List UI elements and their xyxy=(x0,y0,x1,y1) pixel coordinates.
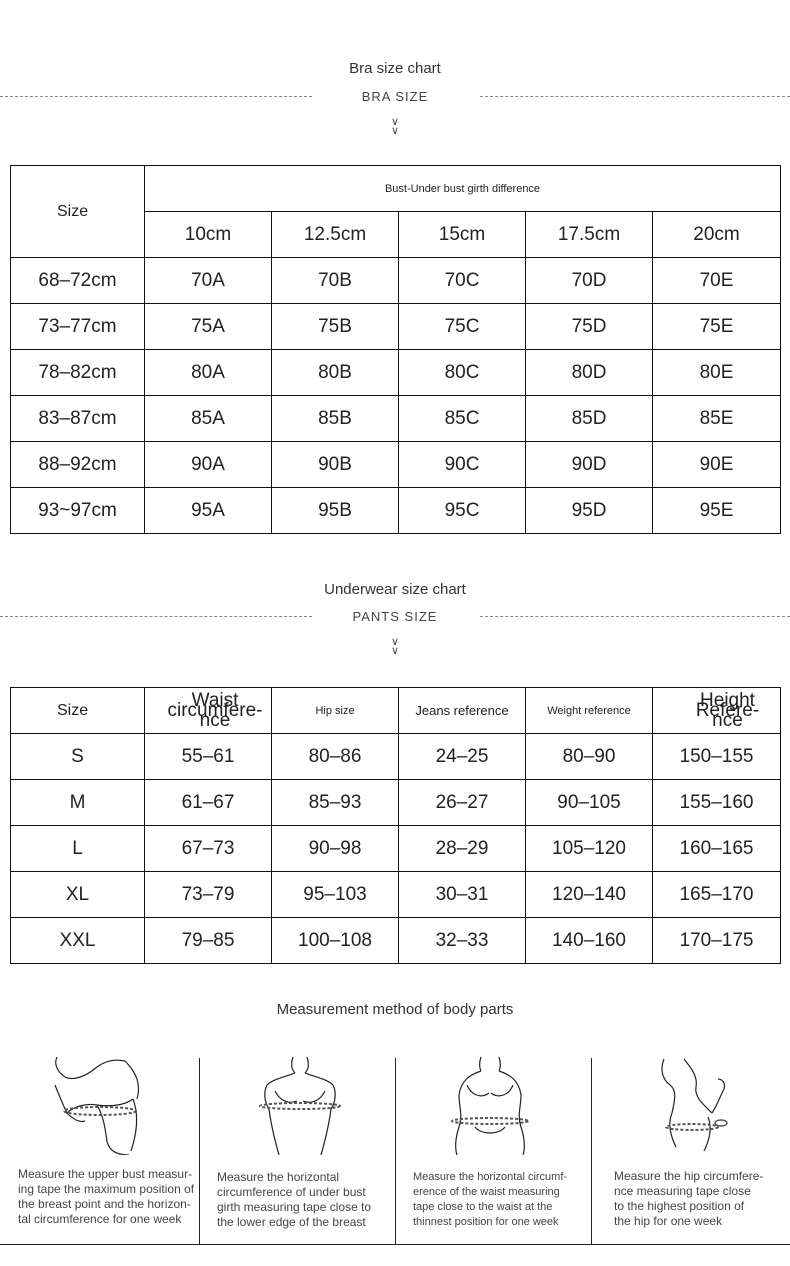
table-cell: 165–170 xyxy=(653,872,781,918)
table-cell: 150–155 xyxy=(653,734,781,780)
table-cell: 30–31 xyxy=(399,872,526,918)
table-cell: 140–160 xyxy=(526,918,653,964)
bra-col-header: 20cm xyxy=(653,212,781,258)
table-row xyxy=(11,826,781,872)
table-cell: 85E xyxy=(653,396,781,442)
table-cell: 95–103 xyxy=(272,872,399,918)
table-row xyxy=(11,734,781,780)
table-cell: 24–25 xyxy=(399,734,526,780)
table-cell: 80E xyxy=(653,350,781,396)
under-bust-caption: Measure the horizontal circumference of under bust girth measuring tape close to the lower edge of the breast xyxy=(217,1170,372,1229)
table-cell: 80–90 xyxy=(526,734,653,780)
table-cell: 80C xyxy=(399,350,526,396)
table-cell: 90E xyxy=(653,442,781,488)
bra-col-header: 15cm xyxy=(399,212,526,258)
table-cell: 26–27 xyxy=(399,780,526,826)
bra-group-header: Bust-Under bust girth difference xyxy=(145,166,781,212)
waist-caption: Measure the horizontal circumf- erence of the waist measuring tape close to the waist at the thinnest position for one week xyxy=(413,1171,568,1228)
table-cell: 70C xyxy=(399,258,526,304)
table-cell: 80–86 xyxy=(272,734,399,780)
table-cell: 120–140 xyxy=(526,872,653,918)
table-cell: 90A xyxy=(145,442,272,488)
table-cell: 79–85 xyxy=(145,918,272,964)
table-cell: 75D xyxy=(526,304,653,350)
bra-section-title: Bra size chart xyxy=(349,60,441,77)
table-cell: 95B xyxy=(272,488,399,534)
row-label: 88–92cm xyxy=(11,442,145,488)
under-bust-figure xyxy=(255,1055,345,1155)
bra-size-header: Size xyxy=(11,166,145,258)
table-cell: 75C xyxy=(399,304,526,350)
column-divider xyxy=(395,1058,396,1244)
table-cell: 95C xyxy=(399,488,526,534)
table-cell: 105–120 xyxy=(526,826,653,872)
table-cell: 80B xyxy=(272,350,399,396)
row-label: 83–87cm xyxy=(11,396,145,442)
table-cell: 160–165 xyxy=(653,826,781,872)
chevron-down-icon: ∨ ∨ xyxy=(390,116,400,137)
pants-col-header: Height Refere- nce xyxy=(653,688,781,734)
table-cell: 90D xyxy=(526,442,653,488)
table-cell: 95A xyxy=(145,488,272,534)
table-row xyxy=(11,350,781,396)
row-label: 93~97cm xyxy=(11,488,145,534)
table-cell: 155–160 xyxy=(653,780,781,826)
table-row xyxy=(11,780,781,826)
table-cell: 67–73 xyxy=(145,826,272,872)
table-cell: 85D xyxy=(526,396,653,442)
measure-section-title: Measurement method of body parts xyxy=(276,1001,514,1018)
bra-section-subtitle: BRA SIZE xyxy=(361,89,429,104)
table-row xyxy=(11,488,781,534)
table-cell: 28–29 xyxy=(399,826,526,872)
table-cell: 85–93 xyxy=(272,780,399,826)
row-label: 73–77cm xyxy=(11,304,145,350)
table-cell: 73–79 xyxy=(145,872,272,918)
table-cell: 90–105 xyxy=(526,780,653,826)
table-cell: 75A xyxy=(145,304,272,350)
table-cell: 32–33 xyxy=(399,918,526,964)
waist-figure xyxy=(445,1055,535,1155)
pants-col-header: Hip size xyxy=(272,688,399,734)
chevron-down-icon: ∨ ∨ xyxy=(390,636,400,657)
table-cell: 95D xyxy=(526,488,653,534)
table-row xyxy=(11,304,781,350)
pants-section-title: Underwear size chart xyxy=(324,581,466,598)
bra-col-header: 17.5cm xyxy=(526,212,653,258)
pants-col-header: Weight reference xyxy=(526,688,653,734)
bra-size-table xyxy=(10,165,781,534)
table-cell: 80A xyxy=(145,350,272,396)
table-cell: 100–108 xyxy=(272,918,399,964)
table-cell: 70E xyxy=(653,258,781,304)
table-cell: 75E xyxy=(653,304,781,350)
row-label: L xyxy=(11,826,145,872)
table-row xyxy=(11,258,781,304)
table-row xyxy=(11,442,781,488)
row-label: M xyxy=(11,780,145,826)
row-label: 68–72cm xyxy=(11,258,145,304)
table-cell: 70B xyxy=(272,258,399,304)
table-cell: 80D xyxy=(526,350,653,396)
pants-size-header: Size xyxy=(11,688,145,734)
pants-col-header: Waist circumfere- nce xyxy=(145,688,272,734)
pants-size-table xyxy=(10,687,781,964)
hip-figure xyxy=(650,1055,740,1155)
row-label: XL xyxy=(11,872,145,918)
table-cell: 95E xyxy=(653,488,781,534)
table-cell: 70A xyxy=(145,258,272,304)
table-cell: 90C xyxy=(399,442,526,488)
pants-col-header: Jeans reference xyxy=(399,688,526,734)
bottom-rule xyxy=(0,1244,790,1245)
upper-bust-figure xyxy=(45,1055,155,1155)
table-cell: 61–67 xyxy=(145,780,272,826)
row-label: 78–82cm xyxy=(11,350,145,396)
table-row xyxy=(11,396,781,442)
table-row xyxy=(11,872,781,918)
upper-bust-caption: Measure the upper bust measur- ing tape the maximum position of the breast point and the horizon- tal circumference for one week xyxy=(18,1167,195,1226)
hip-caption: Measure the hip circumfere- nce measuring tape close to the highest position of the hip for one week xyxy=(614,1169,764,1228)
table-cell: 70D xyxy=(526,258,653,304)
table-cell: 90–98 xyxy=(272,826,399,872)
table-cell: 85B xyxy=(272,396,399,442)
row-label: S xyxy=(11,734,145,780)
pants-section-subtitle: PANTS SIZE xyxy=(352,609,438,624)
row-label: XXL xyxy=(11,918,145,964)
table-cell: 85C xyxy=(399,396,526,442)
pants-header-row xyxy=(11,688,781,734)
bra-col-header: 12.5cm xyxy=(272,212,399,258)
table-cell: 90B xyxy=(272,442,399,488)
table-cell: 85A xyxy=(145,396,272,442)
table-row xyxy=(11,918,781,964)
bra-col-header: 10cm xyxy=(145,212,272,258)
table-cell: 55–61 xyxy=(145,734,272,780)
table-cell: 170–175 xyxy=(653,918,781,964)
table-cell: 75B xyxy=(272,304,399,350)
column-divider xyxy=(591,1058,592,1244)
